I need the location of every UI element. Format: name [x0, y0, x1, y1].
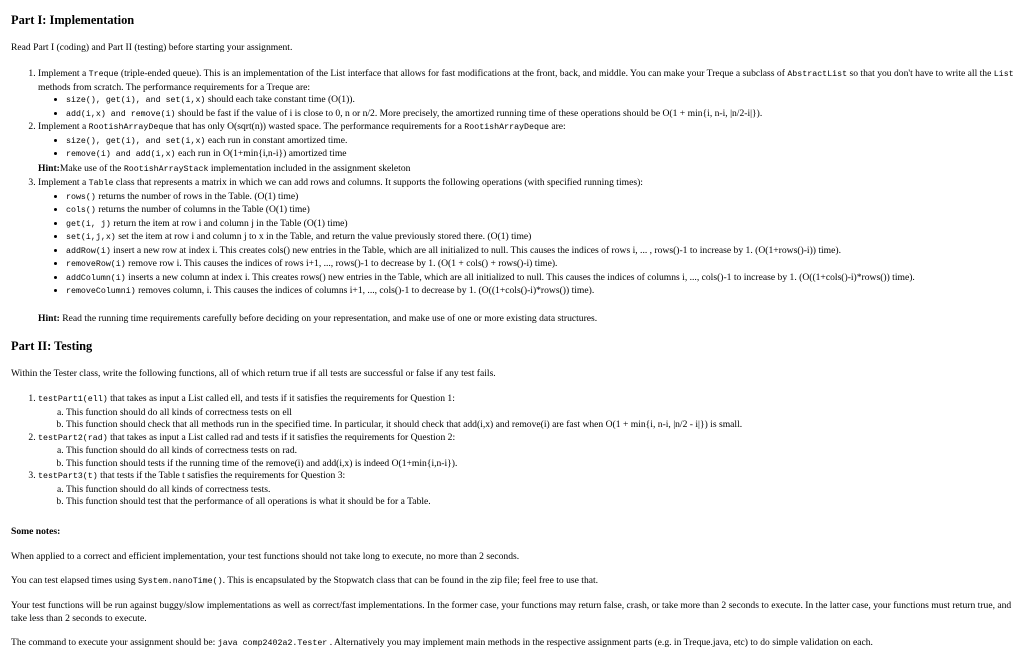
list-item: 3. testPart3(t) that tests if the Table t satisfies the requirements for Question 3: a. This function should do all kinds of correctness tests. b. This function should test that the performance of all operations is what it should be for a Table. — [38, 470, 1020, 509]
sub-list — [38, 484, 1020, 509]
hint-skeleton: Hint:Make use of the RootishArrayStack implementation included in the assignment skeleton — [38, 163, 411, 174]
part2-heading: Part II: Testing — [11, 339, 93, 353]
part2-list — [0, 393, 1020, 509]
list-item: • size(), get(i), and set(i,x) should each take constant time (O(1)). — [66, 94, 1020, 108]
sub-list — [38, 94, 1020, 121]
list-item: • cols() returns the number of columns in the Table (O(1) time) — [66, 204, 1020, 218]
part1-heading: Part I: Implementation — [11, 13, 135, 27]
sub-list — [38, 191, 1020, 299]
list-item: a. This function should do all kinds of correctness tests. — [66, 484, 1020, 497]
list-item: 2. Implement a RootishArrayDeque that has only O(sqrt(n)) wasted space. The performance requirements for a RootishArrayDeque are: • size(), get(i), and set(i,x) each run in constant amortized time. • remove(i) and add(i,x) each run in O(1+min{i,n-i}) amortized time — [38, 121, 1020, 162]
list-item: a. This function should do all kinds of correctness tests on ell — [66, 407, 1020, 420]
list-item: 1. testPart1(ell) that takes as input a List called ell, and tests if it satisfies the requirements for Question 1: a. This function should do all kinds of correctness tests on ell b. This function should check that all methods run in the specified time. In particular, it should check that add(i,x) and remove(i) are fast when O(1 + min{i, n-i, |n/2 - i|}) is small. — [38, 393, 1020, 432]
notes-heading: Some notes: — [11, 526, 61, 537]
list-item: • set(i,j,x) set the item at row i and column j to x in the Table, and return the value previously stored there. (O(1) time) — [66, 231, 1020, 245]
note-2: You can test elapsed times using System.nanoTime(). This is encapsulated by the Stopwatch class that can be found in the zip file; feel free to use that. — [11, 575, 599, 586]
list-item: • get(i, j) return the item at row i and column j in the Table (O(1) time) — [66, 218, 1020, 232]
sub-list — [38, 135, 1020, 162]
sub-list — [38, 445, 1020, 470]
list-item: • rows() returns the number of rows in the Table. (O(1) time) — [66, 191, 1020, 205]
list-item: • removeColumni) removes column, i. This causes the indices of columns i+1, ..., cols()-1 to decrease by 1. (O((1+cols()-i)*rows()) time). — [66, 285, 1020, 299]
list-item: • addColumn(i) inserts a new column at index i. This creates rows() new entries in the Table, which are all initialized to null. This causes the indices of columns i, ..., cols()-1 to increase by 1. (O((1+cols()-i)*rows()) time). — [66, 272, 1020, 286]
hint-running-time: Hint: Read the running time requirements carefully before deciding on your representation, and make use of one or more existing data structures. — [38, 313, 598, 324]
list-item: • add(i,x) and remove(i) should be fast if the value of i is close to 0, n or n/2. More precisely, the amortized running time of these operations should be O(1 + min{i, n-i, |n/2-i|}). — [66, 108, 1020, 122]
list-item: 3. Implement a Table class that represents a matrix in which we can add rows and columns. It supports the following operations (with specified running times): • rows() returns the number of rows in the Table. (O(1) time) • cols() returns the number of columns in the Table (O(1) time) • get(i, j) return the item at row i and column j in the Table (O(1) time) • set(i,j,x) set the item at row i and column j to x in the Table, and return the value previously stored there. (O(1) time) • addRow(i) insert a new row at index i. This creates cols() new entries in the Table, which are all initialized to null. This causes the indices of rows i, ... , rows()-1 to increase by 1. (O(1+rows()-i)) time). • removeRow(i) remove row i. This causes the indices of rows i+1, ..., rows()-1 to decrease by 1. (O(1 + cols() + rows()-i) time). • addColumn(i) inserts a new column at index i. This creates rows() new entries in the Table, which are all initialized to null. This causes the indices of columns i, ..., cols()-1 to increase by 1. (O((1+cols()-i)*rows()) time). • removeColumni) removes column, i. This causes the indices of columns i+1, ..., cols()-1 to decrease by 1. (O((1+cols()-i)*rows()) time). — [38, 177, 1020, 299]
list-item: b. This function should check that all methods run in the specified time. In particular, it should check that add(i,x) and remove(i) are fast when O(1 + min{i, n-i, |n/2 - i|}) is small. — [66, 419, 1020, 432]
list-item: 1. Implement a Treque (triple-ended queue). This is an implementation of the List interface that allows for fast modifications at the front, back, and middle. You can make your Treque a subclass of AbstractList so that you don't have to write all the List methods from scratch. The performance requirements for a Treque are: • size(), get(i), and set(i,x) should each take constant time (O(1)). • add(i,x) and remove(i) should be fast if the value of i is close to 0, n or n/2. More precisely, the amortized running time of these operations should be O(1 + min{i, n-i, |n/2-i|}). — [38, 68, 1020, 121]
list-item: b. This function should test that the performance of all operations is what it should be for a Table. — [66, 496, 1020, 509]
list-item: b. This function should tests if the running time of the remove(i) and add(i,x) is indeed O(1+min{i,n-i}). — [66, 458, 1020, 471]
part2-intro: Within the Tester class, write the following functions, all of which return true if all tests are successful or false if any test fails. — [11, 368, 496, 379]
list-item: a. This function should do all kinds of correctness tests on rad. — [66, 445, 1020, 458]
list-item: • size(), get(i), and set(i,x) each run in constant amortized time. — [66, 135, 1020, 149]
part1-intro: Read Part I (coding) and Part II (testing) before starting your assignment. — [11, 42, 293, 53]
list-item: • removeRow(i) remove row i. This causes the indices of rows i+1, ..., rows()-1 to decrease by 1. (O(1 + cols() + rows()-i) time). — [66, 258, 1020, 272]
note-3: Your test functions will be run against buggy/slow implementations as well as correct/fast implementations. In the former case, your functions may return false, crash, or take more than 2 seconds to execute. In the latter case, your functions must return true, and take less than 2 seconds to execute. — [11, 600, 1012, 624]
sub-list — [38, 407, 1020, 432]
part1-list-cont — [0, 177, 1020, 299]
list-item: • remove(i) and add(i,x) each run in O(1+min{i,n-i}) amortized time — [66, 148, 1020, 162]
part1-list — [0, 68, 1020, 162]
list-item: 2. testPart2(rad) that takes as input a List called rad and tests if it satisfies the requirements for Question 2: a. This function should do all kinds of correctness tests on rad. b. This function should tests if the running time of the remove(i) and add(i,x) is indeed O(1+min{i,n-i}). — [38, 432, 1020, 471]
note-4: The command to execute your assignment should be: java comp2402a2.Tester . Alternatively you may implement main methods in the respective assignment parts (e.g. in Treque.java, etc) to do simple validation on each. — [11, 637, 873, 648]
list-item: • addRow(i) insert a new row at index i. This creates cols() new entries in the Table, which are all initialized to null. This causes the indices of rows i, ... , rows()-1 to increase by 1. (O(1+rows()-i)) time). — [66, 245, 1020, 259]
note-1: When applied to a correct and efficient implementation, your test functions should not take long to execute, no more than 2 seconds. — [11, 551, 520, 562]
